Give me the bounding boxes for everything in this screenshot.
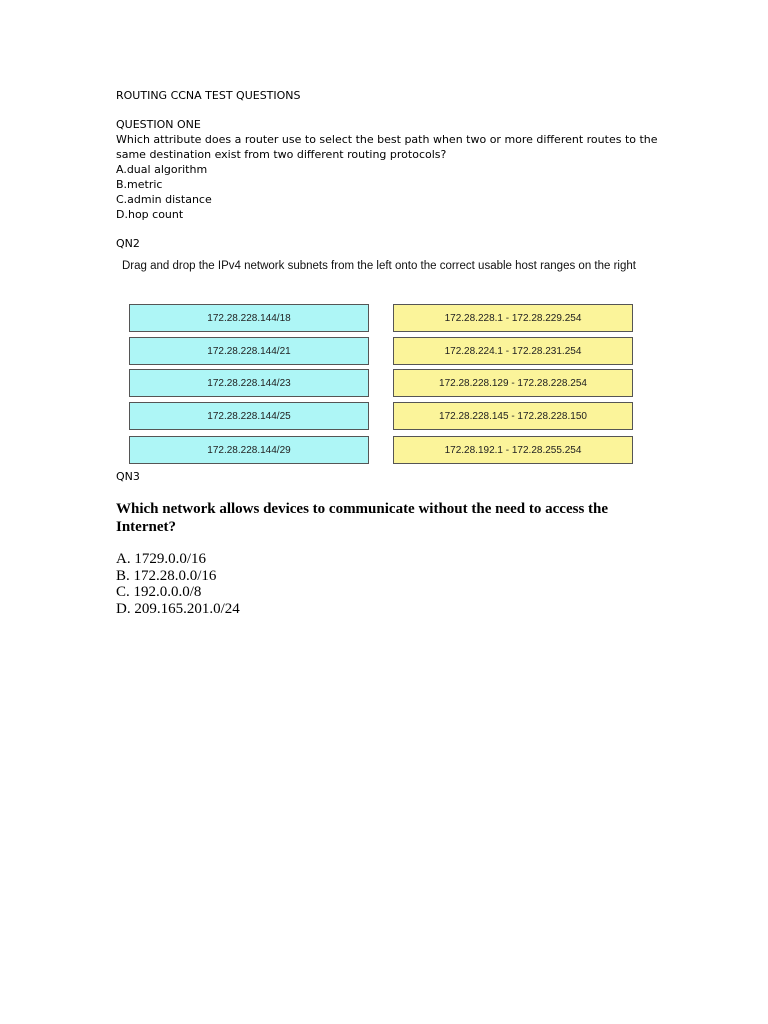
question-one-option-d: D.hop count <box>116 208 184 221</box>
question-one-label: QUESTION ONE <box>116 118 201 131</box>
question-three-option-d: D. 209.165.201.0/24 <box>116 600 240 617</box>
subnet-drag-item[interactable]: 172.28.228.144/25 <box>129 402 369 430</box>
host-range-drop-target[interactable]: 172.28.228.1 - 172.28.229.254 <box>393 304 633 332</box>
subnet-drag-item[interactable]: 172.28.228.144/29 <box>129 436 369 464</box>
host-range-drop-target[interactable]: 172.28.228.129 - 172.28.228.254 <box>393 369 633 397</box>
question-three-text: Which network allows devices to communicate without the need to access the Internet? <box>116 501 609 535</box>
host-range-drop-target[interactable]: 172.28.224.1 - 172.28.231.254 <box>393 337 633 365</box>
host-range-drop-target[interactable]: 172.28.228.145 - 172.28.228.150 <box>393 402 633 430</box>
question-three-label: QN3 <box>116 470 140 483</box>
question-one-text-line2: same destination exist from two different routing protocols? <box>116 148 447 161</box>
question-three-option-a: A. 1729.0.0/16 <box>116 551 206 567</box>
question-two-label: QN2 <box>116 237 140 250</box>
question-one-option-b: B.metric <box>116 178 163 191</box>
subnet-drag-item[interactable]: 172.28.228.144/23 <box>129 369 369 397</box>
question-one-option-c: C.admin distance <box>116 193 212 206</box>
question-three-option-b: B. 172.28.0.0/16 <box>116 567 217 584</box>
host-range-drop-target[interactable]: 172.28.192.1 - 172.28.255.254 <box>393 436 633 464</box>
document-title: ROUTING CCNA TEST QUESTIONS <box>116 89 301 102</box>
question-three-options <box>116 551 240 617</box>
question-one-option-a: A.dual algorithm <box>116 163 208 176</box>
drag-drop-instruction: Drag and drop the IPv4 network subnets from the left onto the correct usable host ranges on the right <box>122 260 636 272</box>
question-three-option-c: C. 192.0.0.0/8 <box>116 584 202 600</box>
question-one-text-line1: Which attribute does a router use to select the best path when two or more different routes to the <box>116 133 658 146</box>
question-one <box>116 117 656 222</box>
subnet-drag-item[interactable]: 172.28.228.144/18 <box>129 304 369 332</box>
subnet-drag-item[interactable]: 172.28.228.144/21 <box>129 337 369 365</box>
